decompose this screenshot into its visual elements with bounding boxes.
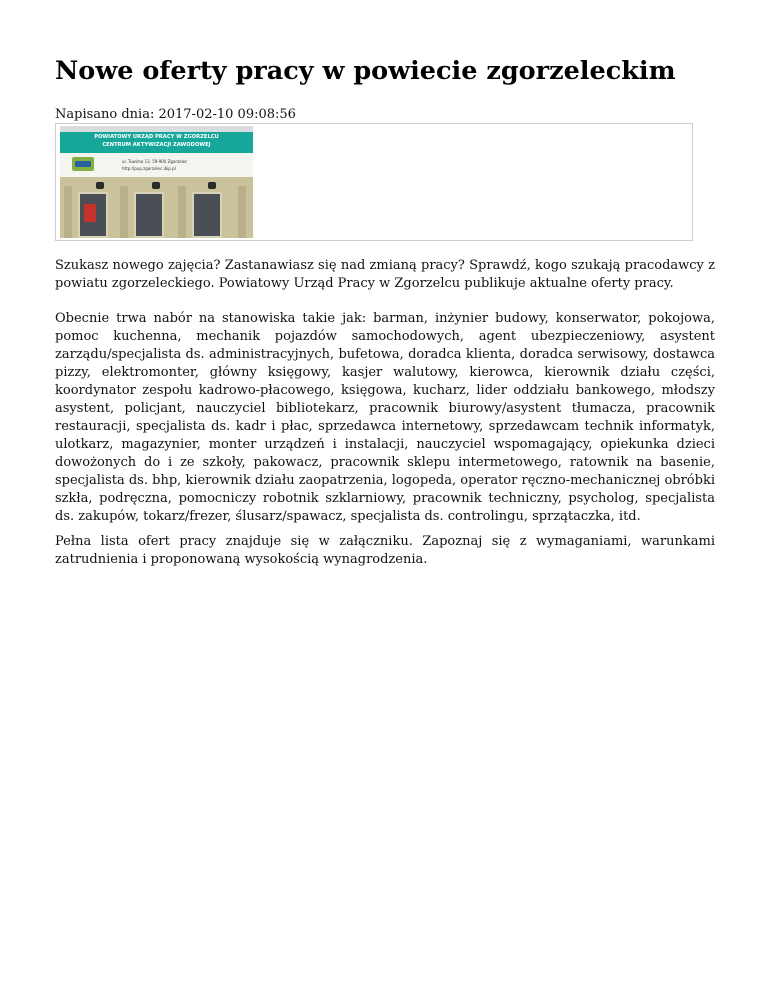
positions-paragraph: Obecnie trwa nabór na stanowiska takie jak: barman, inżynier budowy, konserwator, pokojowa, pomoc kuchenna, mechanik pojazdów samochodowych, agent ubezpieczeniowy, asystent zarządu/specjalista ds. administracyjnych, bufetowa, doradca klienta, doradca serwisowy, dostawca pizzy, elektromonter, główny księgowy, kasjer walutowy, kierowca, kierownik działu części, koordynator zespołu kadrowo-płacowego, księgowa, kucharz, lider oddziału bankowego, młodszy asystent, policjant, nauczyciel bibliotekarz, pracownik biurowy/asystent tłumacza, pracownik restauracji, specjalista ds. kadr i płac, sprzedawca internetowy, sprzedawcam technik informatyk, ulotkarz, magazynier, monter urządzeń i instalacji, nauczyciel wspomagający, opiekunka dzieci dowożonych do i ze szkoły, pakowacz, pracownik sklepu intermetowego, ratownik na basenie, specjalista ds. bhp, kierownik działu zaopatrzenia, logopeda, operator ręczno-mechanicznej obróbki szkła, podręczna, pomocniczy robotnik szklarniowy, pracownik techniczny, psycholog, specjalista ds. zakupów, tokarz/frezer, ślusarz/spawacz, specjalista ds. controlingu, sprzątaczka, itd. — [55, 311, 715, 524]
intro-paragraph: Szukasz nowego zajęcia? Zastanawiasz się nad zmianą pracy? Sprawdź, kogo szukają pracodawcy z powiatu zgorzeleckiego. Powiatowy Urząd Pracy w Zgorzelcu publikuje aktualne oferty pracy. — [55, 258, 715, 291]
photo-pillar — [178, 186, 186, 238]
closing-paragraph: Pełna lista ofert pracy znajduje się w załączniku. Zapoznaj się z wymaganiami, warunkami zatrudnienia i proponowaną wysokością wynagrodzenia. — [55, 534, 715, 567]
article-image-frame — [55, 123, 693, 241]
photo-sign-address: ul. Tuwima 13, 59-900 Zgorzelec — [122, 159, 188, 164]
photo-door — [192, 192, 222, 238]
photo-door — [134, 192, 164, 238]
photo-banner-subtext: CENTRUM AKTYWIZACJI ZAWODOWEJ — [102, 142, 211, 148]
photo-pillar — [120, 186, 128, 238]
page-title: Nowe oferty pracy w powiecie zgorzeleckim — [55, 56, 676, 86]
publish-date: Napisano dnia: 2017-02-10 09:08:56 — [55, 107, 296, 122]
photo-pillar — [238, 186, 246, 238]
article-photo — [60, 126, 253, 238]
lamp-icon — [208, 182, 216, 189]
photo-pillar — [64, 186, 72, 238]
lamp-icon — [152, 182, 160, 189]
office-logo-mark — [75, 161, 91, 167]
photo-banner-text: POWIATOWY URZĄD PRACY W ZGORZELCU — [94, 134, 219, 140]
lamp-icon — [96, 182, 104, 189]
photo-sign-url: http://pup.zgorzelec.ibip.pl — [122, 166, 176, 171]
photo-poster — [84, 204, 96, 222]
